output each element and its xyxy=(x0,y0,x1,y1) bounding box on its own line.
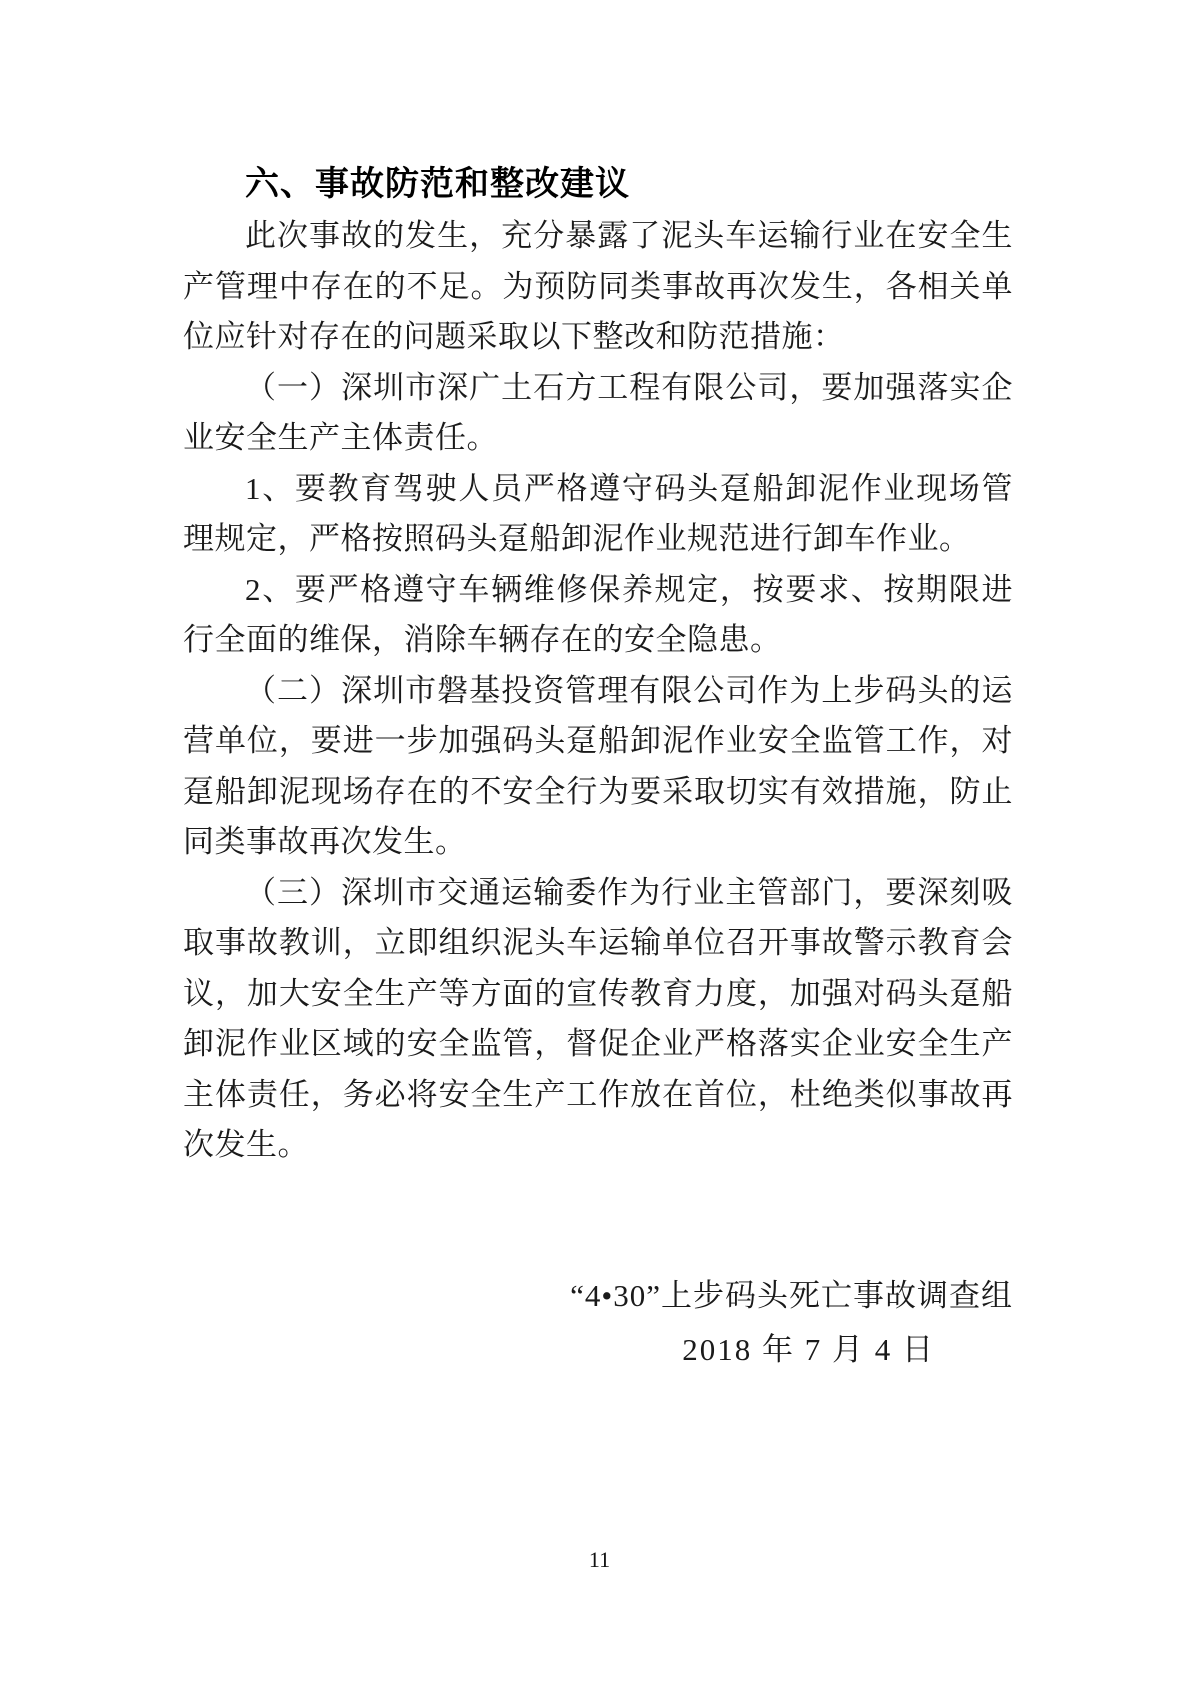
date-line: 2018 年 7 月 4 日 xyxy=(682,1331,935,1367)
paragraph-item-1-sub-1: 1、要教育驾驶人员严格遵守码头趸船卸泥作业现场管理规定，严格按照码头趸船卸泥作业规范进行卸车作业。 xyxy=(183,470,1013,556)
paragraph-item-1: （一）深圳市深广土石方工程有限公司，要加强落实企业安全生产主体责任。 xyxy=(183,369,1013,455)
signature-line: “4•30”上步码头死亡事故调查组 xyxy=(570,1277,1013,1313)
document-body xyxy=(183,158,1013,1377)
paragraph-intro: 此次事故的发生，充分暴露了泥头车运输行业在安全生产管理中存在的不足。为预防同类事故再次发生，各相关单位应针对存在的问题采取以下整改和防范措施： xyxy=(183,218,1013,354)
paragraph-item-2: （二）深圳市磐基投资管理有限公司作为上步码头的运营单位，要进一步加强码头趸船卸泥作业安全监管工作，对趸船卸泥现场存在的不安全行为要采取切实有效措施，防止同类事故再次发生。 xyxy=(183,672,1013,859)
paragraph-item-1-sub-2: 2、要严格遵守车辆维修保养规定，按要求、按期限进行全面的维保，消除车辆存在的安全隐患。 xyxy=(183,571,1013,657)
page-number: 11 xyxy=(588,1547,611,1572)
section-heading: 六、事故防范和整改建议 xyxy=(245,165,630,203)
paragraph-item-3: （三）深圳市交通运输委作为行业主管部门，要深刻吸取事故教训，立即组织泥头车运输单位召开事故警示教育会议，加大安全生产等方面的宣传教育力度，加强对码头趸船卸泥作业区域的安全监管，督促企业严格落实企业安全生产主体责任，务必将安全生产工作放在首位，杜绝类似事故再次发生。 xyxy=(183,874,1013,1162)
